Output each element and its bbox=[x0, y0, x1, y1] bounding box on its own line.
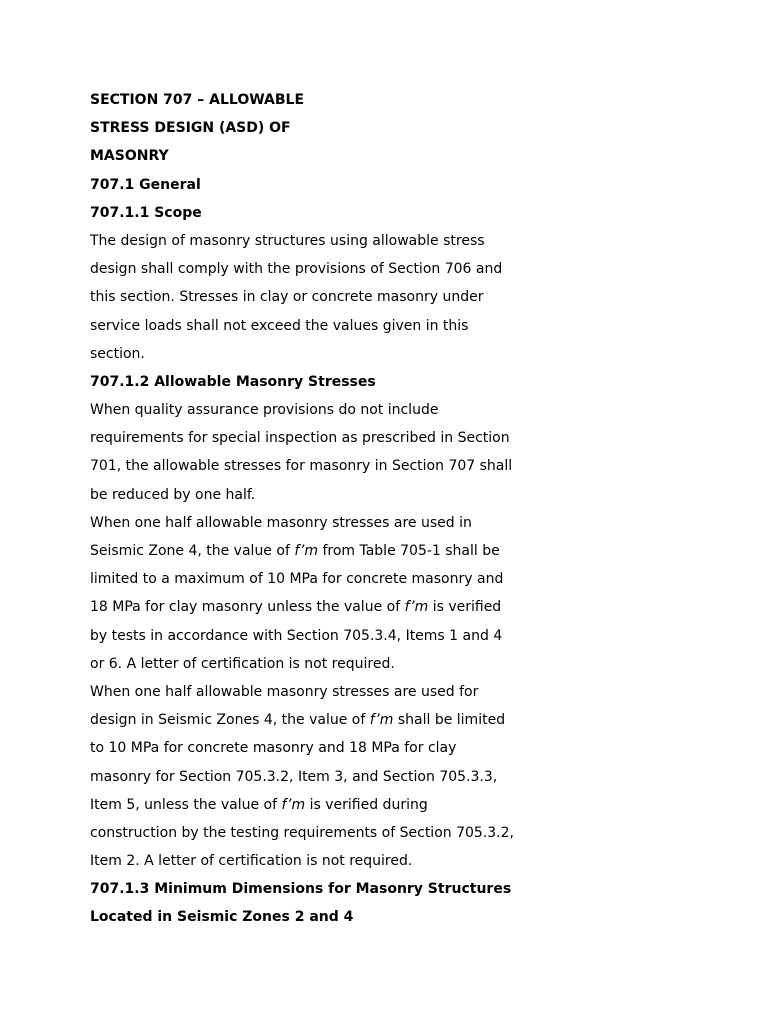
text-run: Item 5, unless the value of bbox=[90, 796, 282, 813]
paragraph-line: to 10 MPa for concrete masonry and 18 MPa for clay bbox=[90, 740, 457, 757]
paragraph-line: masonry for Section 705.3.2, Item 3, and Section 705.3.3, bbox=[90, 768, 498, 785]
paragraph-line: Item 2. A letter of certification is not required. bbox=[90, 853, 413, 870]
fm-symbol: f’m bbox=[404, 599, 429, 616]
paragraph-line bbox=[90, 791, 530, 819]
heading-line: Located in Seismic Zones 2 and 4 bbox=[90, 909, 354, 926]
text-run: is verified during bbox=[305, 796, 428, 813]
scope-paragraph bbox=[90, 227, 530, 368]
paragraph-line: or 6. A letter of certification is not required. bbox=[90, 655, 395, 672]
fm-symbol: f’m bbox=[369, 712, 394, 729]
text-run: shall be limited bbox=[393, 712, 506, 729]
quality-assurance-paragraph bbox=[90, 396, 530, 509]
fm-symbol: f’m bbox=[294, 543, 318, 559]
paragraph-line: section. bbox=[90, 345, 145, 362]
section-title bbox=[90, 86, 530, 171]
fm-symbol: f’m bbox=[281, 796, 306, 813]
paragraph-line: service loads shall not exceed the values given in this bbox=[90, 317, 469, 334]
paragraph-line bbox=[90, 706, 530, 734]
paragraph-line: When one half allowable masonry stresses are used for bbox=[90, 683, 479, 700]
heading-707-1: 707.1 General bbox=[90, 176, 201, 193]
paragraph-line: 701, the allowable stresses for masonry in Section 707 shall bbox=[90, 458, 513, 475]
heading-line: 707.1.3 Minimum Dimensions for Masonry Structures bbox=[90, 881, 512, 898]
seismic-zone-paragraph bbox=[90, 509, 530, 678]
paragraph-line: When one half allowable masonry stresses are used in bbox=[90, 514, 472, 531]
text-run: Seismic Zone 4, the value of bbox=[90, 543, 295, 559]
heading-707-1-3 bbox=[90, 875, 530, 931]
text-run: from Table 705-1 shall be bbox=[318, 543, 500, 559]
section-title-line: STRESS DESIGN (ASD) OF bbox=[90, 120, 291, 137]
paragraph-line: limited to a maximum of 10 MPa for concrete masonry and bbox=[90, 571, 504, 588]
document-page bbox=[90, 86, 530, 932]
paragraph-line bbox=[90, 537, 530, 565]
paragraph-line: construction by the testing requirements of Section 705.3.2, bbox=[90, 824, 514, 841]
section-title-line: SECTION 707 – ALLOWABLE bbox=[90, 92, 305, 108]
paragraph-line: When quality assurance provisions do not include bbox=[90, 402, 439, 419]
text-run: is verified bbox=[428, 599, 502, 616]
paragraph-line bbox=[90, 593, 530, 621]
paragraph-line: be reduced by one half. bbox=[90, 486, 256, 503]
heading-707-1-2: 707.1.2 Allowable Masonry Stresses bbox=[90, 373, 376, 390]
paragraph-line: by tests in accordance with Section 705.3.4, Items 1 and 4 bbox=[90, 627, 503, 644]
heading-707-1-1: 707.1.1 Scope bbox=[90, 204, 202, 221]
paragraph-line: The design of masonry structures using allowable stress bbox=[90, 232, 485, 249]
paragraph-line: this section. Stresses in clay or concrete masonry under bbox=[90, 289, 484, 306]
paragraph-line: requirements for special inspection as prescribed in Section bbox=[90, 430, 510, 447]
text-run: design in Seismic Zones 4, the value of bbox=[90, 712, 370, 729]
paragraph-line: design shall comply with the provisions of Section 706 and bbox=[90, 261, 503, 278]
section-title-line: MASONRY bbox=[90, 148, 169, 165]
design-paragraph bbox=[90, 678, 530, 875]
text-run: 18 MPa for clay masonry unless the value of bbox=[90, 599, 405, 616]
